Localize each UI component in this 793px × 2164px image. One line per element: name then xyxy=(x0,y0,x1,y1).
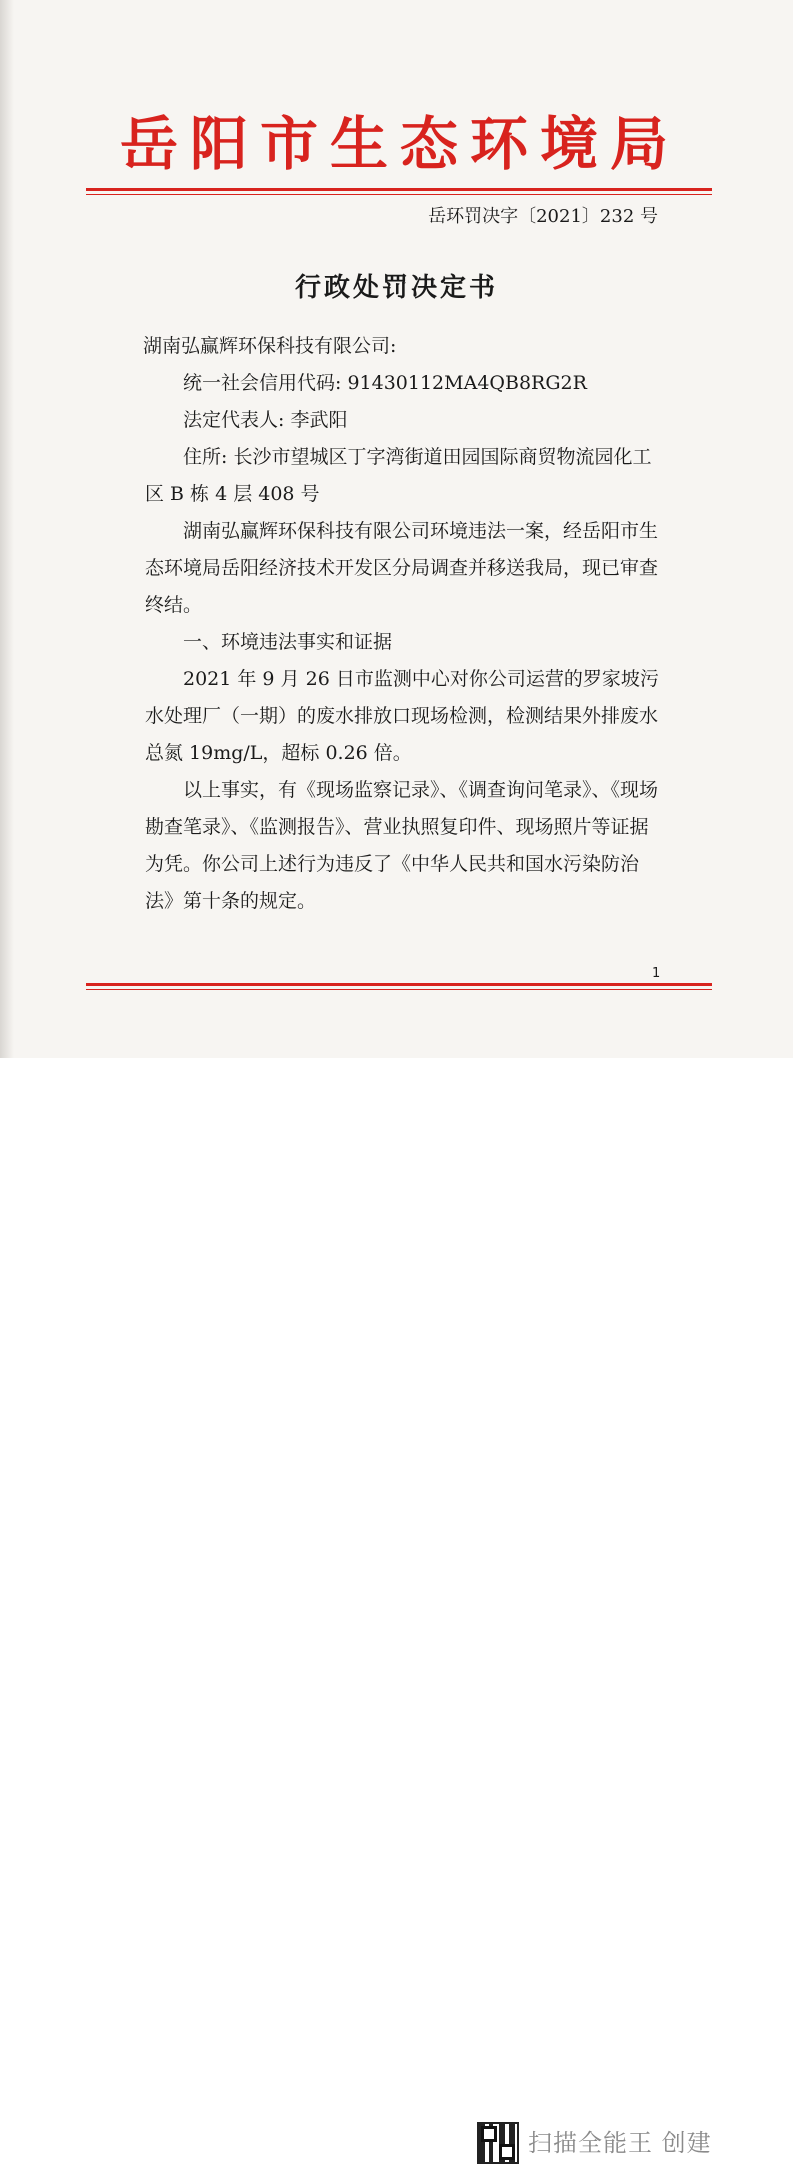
section1-heading: 一、环境违法事实和证据 xyxy=(183,631,393,653)
scanner-watermark-text: 扫描全能王 创建 xyxy=(528,2129,712,2157)
footer-red-rule-thick xyxy=(86,983,712,986)
qr-code-icon xyxy=(477,2122,519,2164)
document-body xyxy=(145,328,665,920)
evidence-paragraph: 以上事实，有《现场监察记录》、《调查询问笔录》、《现场勘查笔录》、《监测报告》、营业执照复印件、现场照片等证据为凭。你公司上述行为违反了《中华人民共和国水污染防治法》第十条的规定。 xyxy=(145,779,659,912)
document-number: 岳环罚决字〔2021〕232 号 xyxy=(428,206,658,227)
document-title: 行政处罚决定书 xyxy=(294,273,498,303)
intro-paragraph: 湖南弘赢辉环保科技有限公司环境违法一案，经岳阳市生态环境局岳阳经济技术开发区分局调查并移送我局，现已审查终结。 xyxy=(145,520,659,616)
address-line: 住所: 长沙市望城区丁字湾街道田园国际商贸物流园化工区 B 栋 4 层 408 号 xyxy=(145,446,652,505)
agency-header-title: 岳阳市生态环境局 xyxy=(119,110,680,178)
header-red-rule-thin xyxy=(86,194,712,195)
facts-paragraph: 2021 年 9 月 26 日市监测中心对你公司运营的罗家坡污水处理厂（一期）的废水排放口现场检测，检测结果外排废水总氮 19mg/L，超标 0.26 倍。 xyxy=(145,668,659,764)
scanner-watermark-bar xyxy=(0,1058,793,2157)
footer-red-rule-thin xyxy=(86,989,712,990)
legal-rep-line: 法定代表人: 李武阳 xyxy=(183,409,348,431)
page-edge-shadow xyxy=(0,0,14,1060)
credit-code-line: 统一社会信用代码: 91430112MA4QB8RG2R xyxy=(183,372,587,394)
recipient-line: 湖南弘赢辉环保科技有限公司: xyxy=(143,335,397,357)
header-red-rule-thick xyxy=(86,188,712,191)
page-number: 1 xyxy=(652,966,661,981)
